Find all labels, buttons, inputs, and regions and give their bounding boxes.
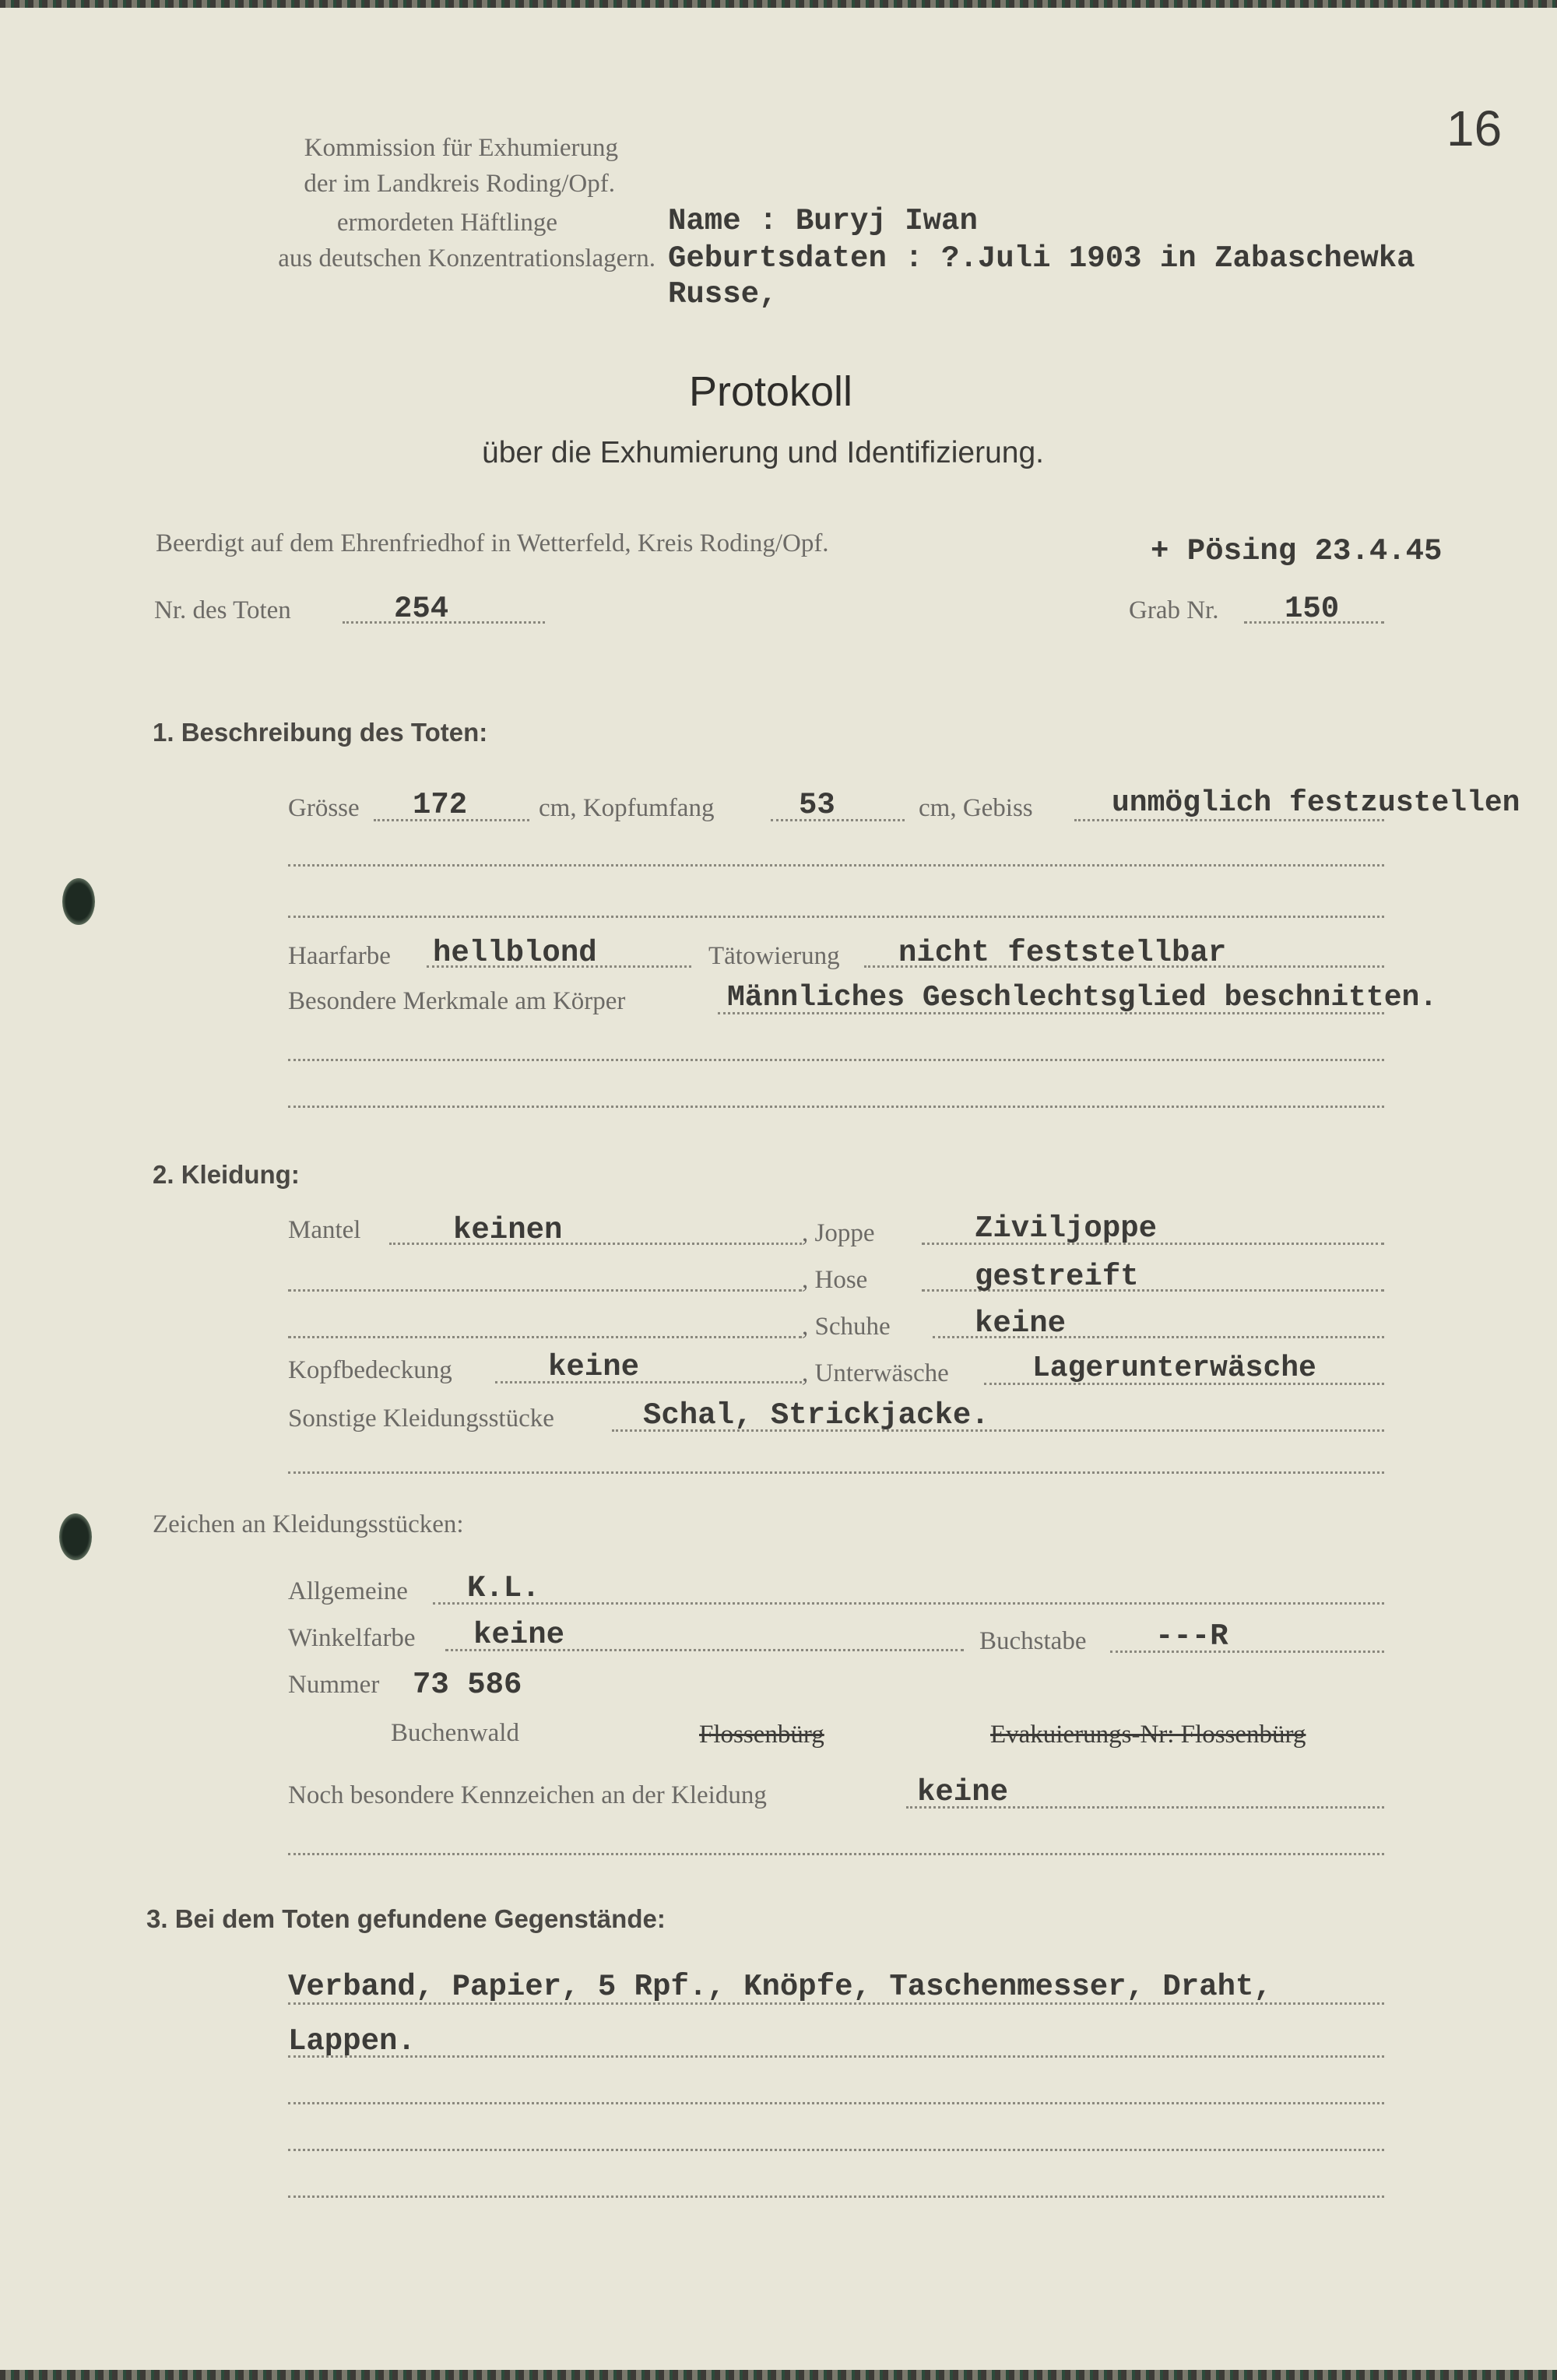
dead-no-label: Nr. des Toten <box>154 596 291 624</box>
joppe-label: , Joppe <box>802 1219 875 1247</box>
items-line-1: Verband, Papier, 5 Rpf., Knöpfe, Taschenmesser, Draht, <box>288 1970 1272 2004</box>
mantel-label: Mantel <box>288 1216 361 1244</box>
page-title: Protokoll <box>688 368 853 415</box>
kopfbedeckung-line <box>495 1381 802 1383</box>
haarfarbe-label: Haarfarbe <box>288 942 391 970</box>
schuhe-label: , Schuhe <box>802 1313 891 1341</box>
buchstabe-value: ---R <box>1155 1619 1228 1654</box>
hose-value: gestreift <box>975 1260 1139 1294</box>
nummer-label: Nummer <box>288 1671 380 1699</box>
merkmale-label: Besondere Merkmale am Körper <box>288 987 626 1015</box>
allgemeine-line <box>433 1602 1384 1605</box>
page-subtitle: über die Exhumierung und Identifizierung. <box>482 436 1044 469</box>
zeichen-heading: Zeichen an Kleidungsstücken: <box>153 1510 464 1538</box>
commission-line-2: der im Landkreis Roding/Opf. <box>304 170 615 198</box>
unterwaesche-label: , Unterwäsche <box>802 1359 949 1387</box>
blank-line-5 <box>288 1471 1384 1474</box>
section2-heading: 2. Kleidung: <box>153 1160 300 1189</box>
allgemeine-value: K.L. <box>467 1571 540 1605</box>
nummer-value: 73 586 <box>413 1668 522 1702</box>
page-number: 16 <box>1446 100 1503 156</box>
taetowierung-value: nicht feststellbar <box>898 936 1227 970</box>
unterwaesche-value: Lagerunterwäsche <box>1032 1352 1316 1385</box>
items-line-2: Lappen. <box>288 2024 416 2058</box>
commission-line-3: ermordeten Häftlinge <box>336 209 557 237</box>
punch-hole-top <box>62 878 95 925</box>
nationality-line: Russe, <box>668 277 778 311</box>
commission-line-4: aus deutschen Konzentrationslagern. <box>278 244 655 272</box>
winkelfarbe-value: keine <box>473 1618 565 1652</box>
kopfbedeckung-label: Kopfbedeckung <box>288 1356 452 1384</box>
groesse-label: Grösse <box>288 794 360 822</box>
joppe-value: Ziviljoppe <box>975 1211 1158 1246</box>
groesse-value: 172 <box>413 788 468 822</box>
items-line-4-rule <box>288 2149 1384 2151</box>
sonstige-value: Schal, Strickjacke. <box>643 1398 989 1433</box>
camp-flossenbuerg: Flossenbürg <box>699 1721 824 1749</box>
punch-hole-bottom <box>59 1513 92 1560</box>
section3-heading: 3. Bei dem Toten gefundene Gegenstände: <box>146 1904 666 1933</box>
blank-line-2 <box>288 916 1384 918</box>
allgemeine-label: Allgemeine <box>288 1577 408 1605</box>
dead-no-value: 254 <box>394 592 449 626</box>
kopfumfang-label: cm, Kopfumfang <box>539 794 715 822</box>
schuhe-value: keine <box>975 1306 1067 1341</box>
items-line-2-rule <box>288 2055 1384 2058</box>
commission-line-1: Kommission für Exhumierung <box>304 134 618 162</box>
mantel-line <box>389 1243 802 1245</box>
winkelfarbe-label: Winkelfarbe <box>288 1624 416 1652</box>
sonstige-label: Sonstige Kleidungsstücke <box>288 1404 554 1433</box>
death-note: + Pösing 23.4.45 <box>1151 534 1443 568</box>
buchstabe-line <box>1110 1651 1384 1653</box>
blank-line-1 <box>288 864 1384 867</box>
grave-no-label: Grab Nr. <box>1129 596 1219 624</box>
gebiss-label: cm, Gebiss <box>919 794 1033 822</box>
haarfarbe-value: hellblond <box>433 936 597 970</box>
camp-evakuierung: Evakuierungs-Nr: Flossenbürg <box>990 1721 1306 1749</box>
blank-line-3 <box>288 1059 1384 1061</box>
schuhe-left-line <box>288 1336 802 1338</box>
hose-left-line <box>288 1289 802 1292</box>
scan-edge-bottom <box>0 2370 1557 2380</box>
taetowierung-label: Tätowierung <box>708 942 840 970</box>
grave-no-value: 150 <box>1285 592 1340 626</box>
kopfbedeckung-value: keine <box>548 1350 640 1384</box>
name-line: Name : Buryj Iwan <box>668 204 978 238</box>
noch-value: keine <box>917 1775 1009 1809</box>
kopfumfang-value: 53 <box>799 788 835 822</box>
section1-heading: 1. Beschreibung des Toten: <box>153 718 488 747</box>
items-line-3-rule <box>288 2102 1384 2104</box>
birth-line: Geburtsdaten : ?.Juli 1903 in Zabaschewka <box>668 241 1415 276</box>
mantel-value: keinen <box>453 1213 563 1247</box>
blank-line-6 <box>288 1853 1384 1855</box>
blank-line-4 <box>288 1106 1384 1108</box>
items-line-1-rule <box>288 2002 1384 2005</box>
items-line-5-rule <box>288 2195 1384 2198</box>
camp-buchenwald: Buchenwald <box>391 1719 519 1747</box>
hose-label: , Hose <box>802 1266 868 1294</box>
scan-edge-top <box>0 0 1557 8</box>
gebiss-value: unmöglich festzustellen <box>1112 786 1520 820</box>
noch-label: Noch besondere Kennzeichen an der Kleidung <box>288 1781 767 1809</box>
merkmale-value: Männliches Geschlechtsglied beschnitten. <box>727 981 1438 1014</box>
burial-label: Beerdigt auf dem Ehrenfriedhof in Wetterfeld, Kreis Roding/Opf. <box>156 529 829 557</box>
buchstabe-label: Buchstabe <box>979 1627 1087 1655</box>
kopfumfang-line <box>771 819 905 821</box>
